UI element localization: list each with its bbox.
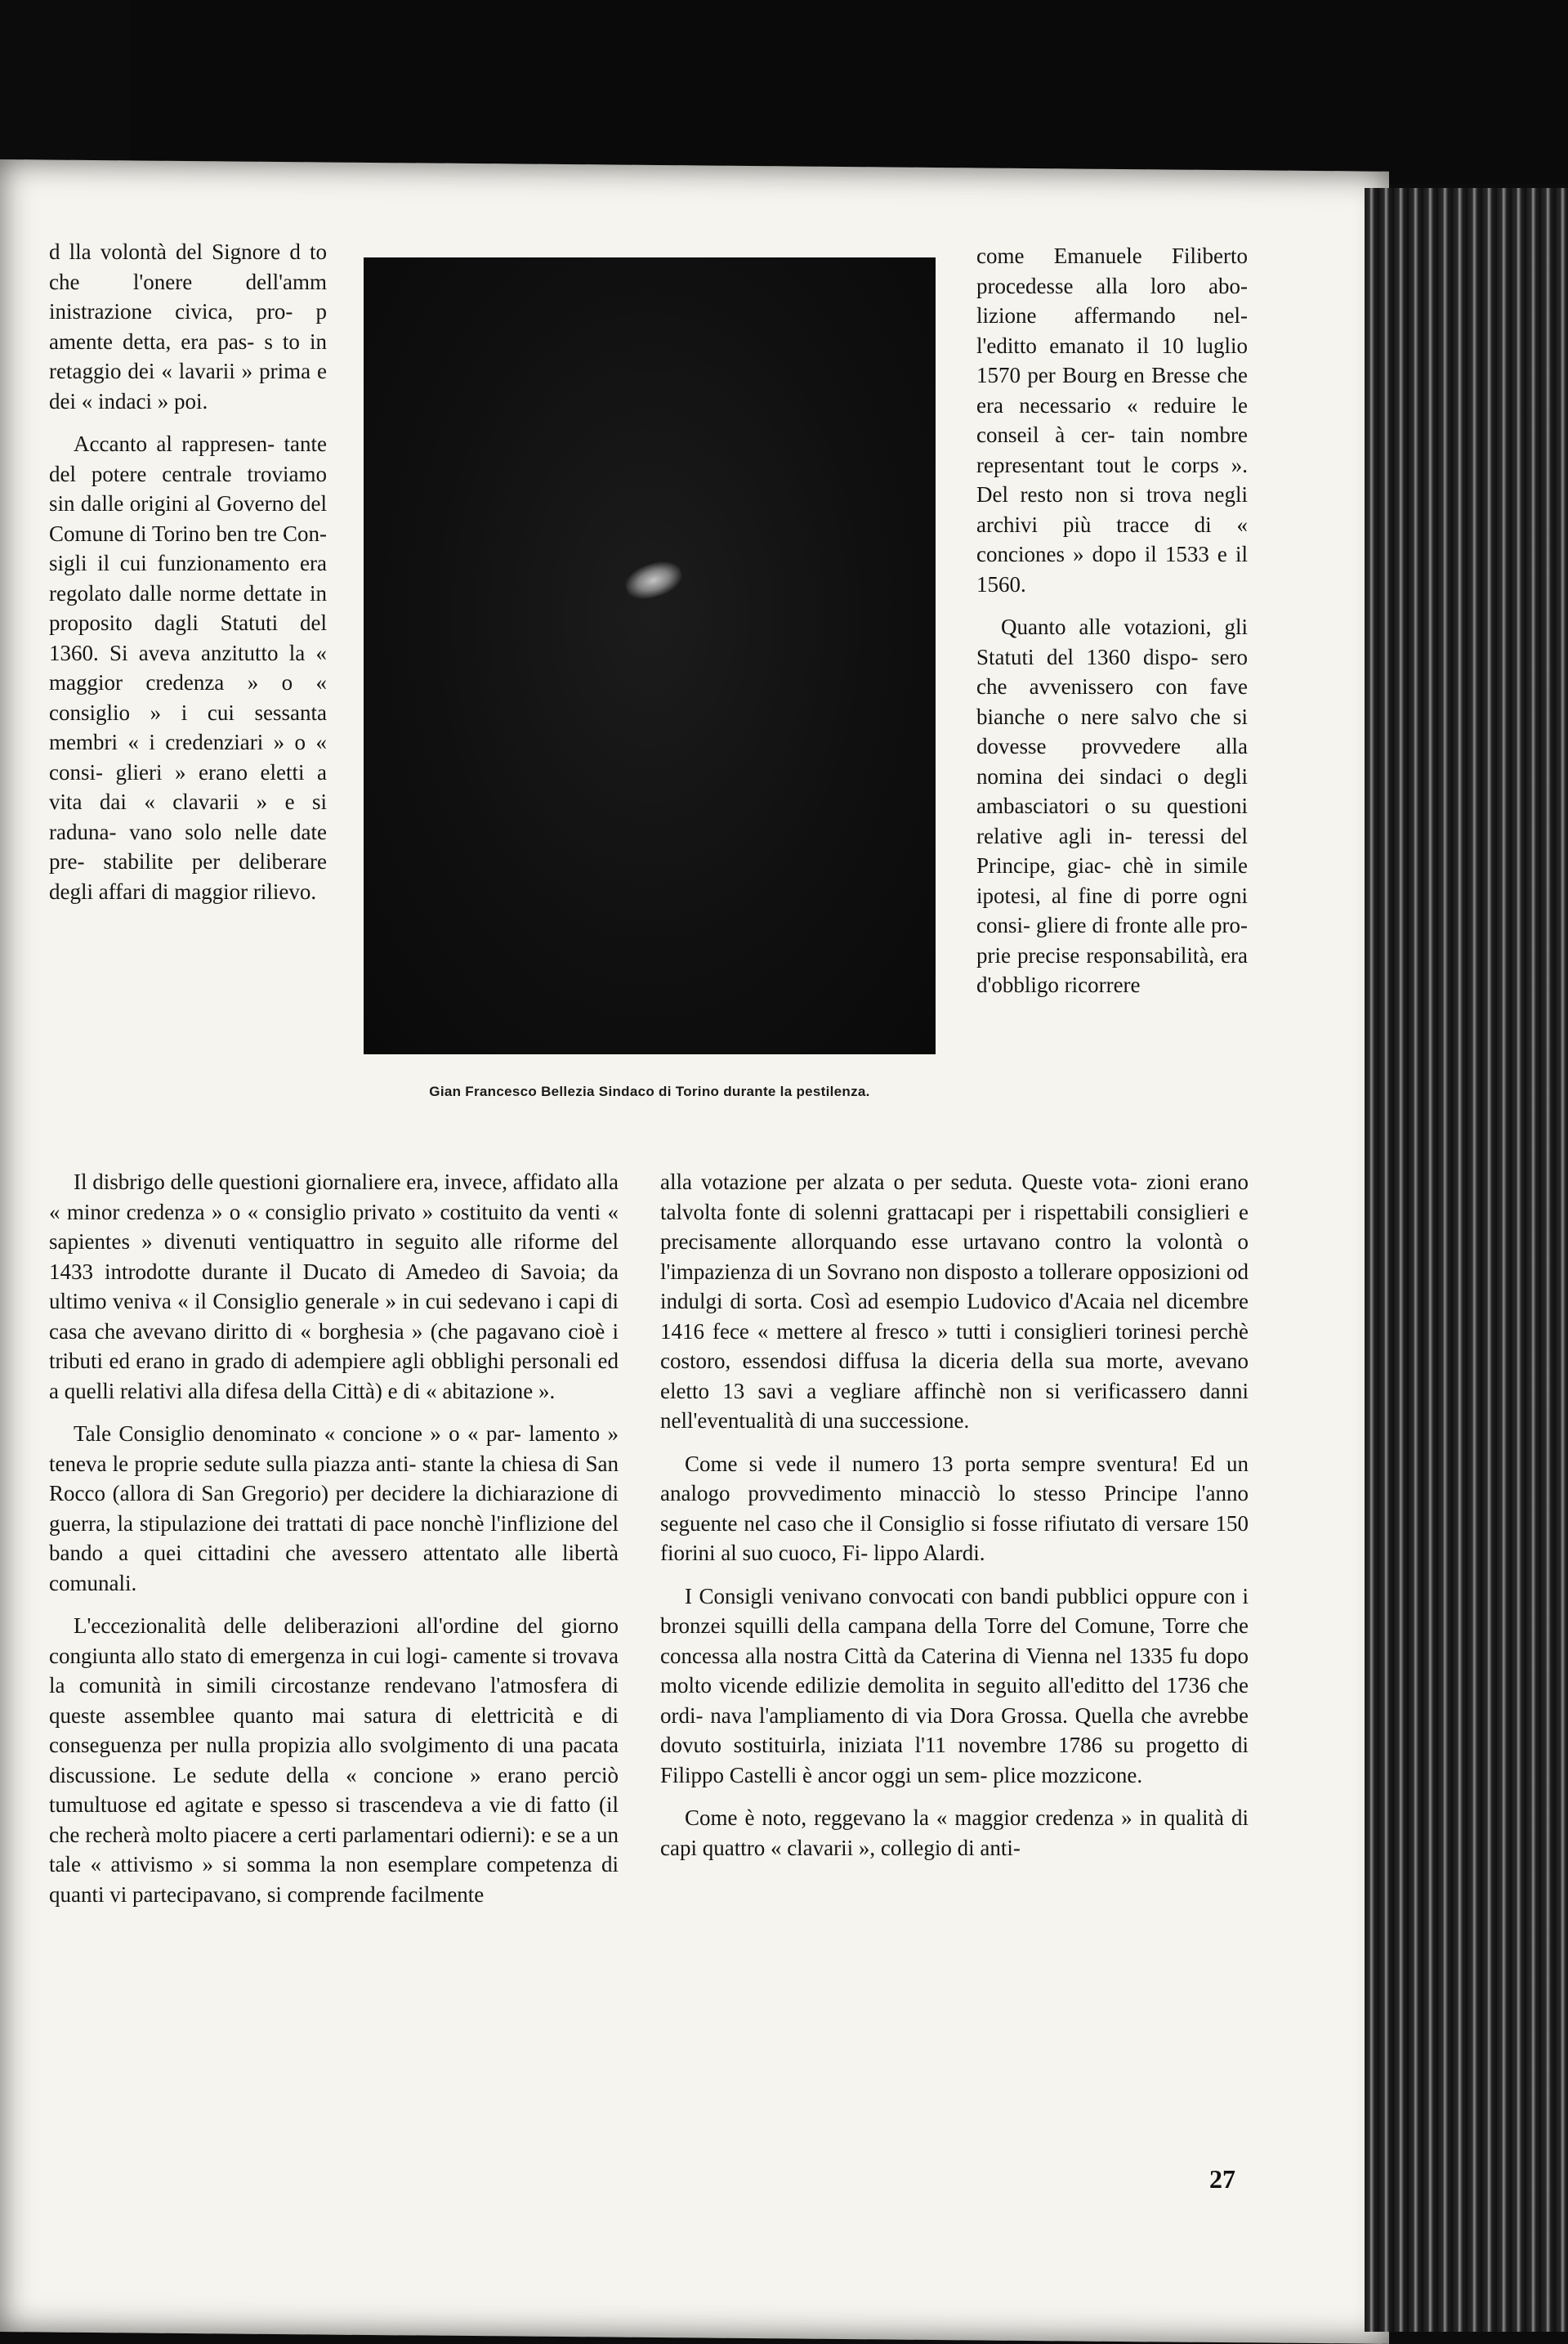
paragraph: Come si vede il numero 13 porta sempre sventura! Ed un analogo provvedimento minacciò lo stesso Principe l'anno seguente nel caso che il Consiglio si fosse rifiutato di versare 150 fiorini al suo cuoco, Fi- lippo Alardi. — [660, 1451, 1249, 1565]
column-right-bottom — [660, 1167, 1249, 1863]
paragraph: d lla volontà del Signore d to che l'onere dell'amm inistrazione civica, pro- p amente detta, era pas- s to in retaggio dei « lavarii » prima e dei « indaci » poi. — [49, 239, 327, 414]
book-page-edges — [1365, 188, 1568, 2332]
column-left-top — [49, 237, 327, 906]
paragraph: Accanto al rappresen- tante del potere centrale troviamo sin dalle origini al Governo del Comune di Torino ben tre Con- sigli il cui funzionamento era regolato dalle norme dettate in proposito dagli Statuti del 1360. Si aveva anzitutto la « maggior credenza » o « consiglio » i cui sessanta membri « i credenziari » o « consi- glieri » erano eletti a vita dai « clavarii » e si raduna- vano solo nelle date pre- stabilite per deliberare degli affari di maggior rilievo. — [49, 432, 327, 904]
figure-caption: Gian Francesco Bellezia Sindaco di Torino durante la pestilenza. — [429, 1084, 870, 1099]
paragraph: Tale Consiglio denominato « concione » o « par- lamento » teneva le proprie sedute sulla piazza anti- stante la chiesa di San Rocco (allora di San Gregorio) per decidere la dichiarazione di guerra, la stipulazione dei trattati di pace nonchè l'inflizione del bando a quei cittadini che avessero attentato alle libertà comunali. — [49, 1421, 619, 1595]
paragraph: alla votazione per alzata o per seduta. Queste vota- zioni erano talvolta fonte di solenni grattacapi per i rispettabili consiglieri e precisamente allorquando esse urtavano contro la volontà o l'impazienza di un Sovrano non disposto a tollerare opposizioni od indulgi di sorta. Così ad esempio Ludovico d'Acaia nel dicembre 1416 fece « mettere al fresco » tutti i consiglieri torinesi perchè costoro, essendosi diffusa la diceria della sua morte, avevano eletto 13 savi a vegliare affinchè non si verificassero danni nell'eventualità di una successione. — [660, 1170, 1249, 1433]
portrait-photo — [364, 257, 936, 1054]
paragraph: Come è noto, reggevano la « maggior credenza » in qualità di capi quattro « clavarii », collegio di anti- — [660, 1805, 1249, 1860]
paragraph: Quanto alle votazioni, gli Statuti del 1360 dispo- sero che avvenissero con fave bianche o nere salvo che si dovesse provvedere alla nomina dei sindaci o degli ambasciatori o su questioni relative agli in- teressi del Principe, giac- chè in simile ipotesi, al fine di porre ogni consi- gliere di fronte alle pro- prie precise responsabilità, era d'obbligo ricorrere — [976, 615, 1248, 997]
paragraph: Il disbrigo delle questioni giornaliere era, invece, affidato alla « minor credenza » o « consiglio privato » costituito da venti « sapientes » divenuti ventiquattro in seguito alle riforme del 1433 introdotte durante il Ducato di Amedeo di Savoia; da ultimo veniva « il Consiglio generale » in cui sedevano i capi di casa che avevano diritto di « borghesia » (che pagavano cioè i tributi ed erano in grado di adempiere agli obblighi personali ed a quelli relativi alla difesa della Città) e di « abitazione ». — [49, 1170, 619, 1403]
column-left-bottom — [49, 1167, 619, 1909]
column-right-top — [976, 241, 1248, 1000]
scan-border-top — [131, 0, 1568, 184]
page-number: 27 — [1209, 2164, 1235, 2194]
paragraph: I Consigli venivano convocati con bandi pubblici oppure con i bronzei squilli della campana della Torre del Comune, Torre che concessa alla nostra Città da Caterina di Vienna nel 1335 fu dopo molto vicende edilizie demolita in seguito all'editto del 1736 che ordi- nava l'ampliamento di via Dora Grossa. Quella che avrebbe dovuto sostituirla, iniziata l'11 novembre 1786 su progetto di Filippo Castelli è ancor oggi un sem- plice mozzicone. — [660, 1583, 1249, 1787]
paragraph: come Emanuele Filiberto procedesse alla loro abo- lizione affermando nel- l'editto emanato il 10 luglio 1570 per Bourg en Bresse che era necessario « reduire le conseil à cer- tain nombre representant tout le corps ». Del resto non si trova negli archivi più tracce di « conciones » dopo il 1533 e il 1560. — [976, 244, 1248, 597]
paragraph: L'eccezionalità delle deliberazioni all'ordine del giorno congiunta allo stato di emergenza in cui logi- camente si trovava la comunità in simili circostanze rendevano l'atmosfera di queste assemblee quanto mai satura di elettricità e di conseguenza per nulla propizia allo svolgimento di una pacata discussione. Le sedute della « concione » erano perciò tumultuose ed agitate e spesso si trascendeva a vie di fatto (il che recherà molto piacere a certi parlamentari odierni): e se a un tale « attivismo » si somma la non esemplare competenza di quanti vi partecipavano, si comprende facilmente — [49, 1613, 619, 1907]
